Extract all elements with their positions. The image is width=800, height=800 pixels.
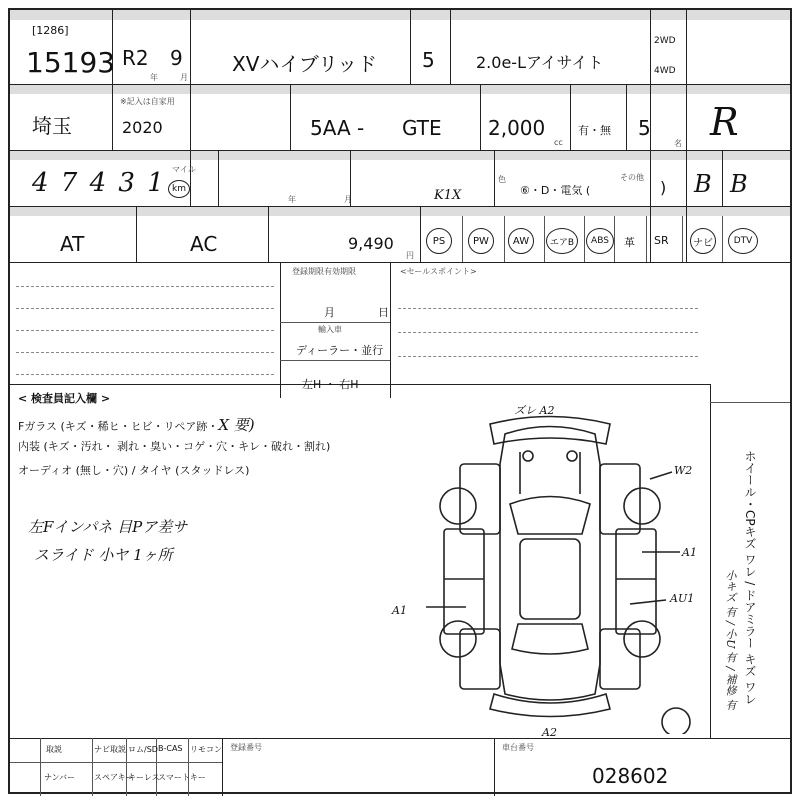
rear-bumper xyxy=(490,694,610,717)
yen-unit: 円 xyxy=(406,251,414,260)
dealer-type: ディーラー・並行 xyxy=(296,344,384,357)
first-reg-year: 2020 xyxy=(122,118,163,137)
sales-point-label: <セールスポイント> xyxy=(400,267,477,276)
equip-aw: AW xyxy=(508,228,534,254)
audio-tire-line: オーディオ (無し・穴) / タイヤ (スタッドレス) xyxy=(18,464,250,477)
wheel-rear-right xyxy=(624,621,660,657)
transmission: AT xyxy=(60,232,85,256)
label-strip xyxy=(10,206,790,216)
windshield xyxy=(510,497,590,535)
label-strip xyxy=(10,10,790,20)
left-rear-fender xyxy=(460,629,500,689)
drive-4wd: 4WD xyxy=(654,66,676,76)
damage-label-a1-left: A1 xyxy=(392,604,407,617)
roof xyxy=(520,539,580,619)
year-unit: 年 xyxy=(150,73,158,82)
equip-navi: ナビ xyxy=(690,228,716,254)
accessory-smart-key: スマートキー xyxy=(158,773,206,782)
label-strip xyxy=(10,150,790,160)
equip-dtv: DTV xyxy=(728,228,758,254)
registration-number-label: 登録番号 xyxy=(230,743,262,752)
wheel-rear-left xyxy=(440,621,476,657)
lot-number: 15193 xyxy=(26,46,116,79)
inspection-expiry-label: 登録期限有効期限 xyxy=(292,267,356,276)
accessory-manual: 取説 xyxy=(46,745,62,754)
equip-ps: PS xyxy=(426,228,452,254)
region: 埼玉 xyxy=(32,114,72,138)
equip-pw: PW xyxy=(468,228,494,254)
lot-box: [1286] xyxy=(32,24,69,37)
chassis-code: 5AA - xyxy=(310,116,365,140)
accessory-plate: ナンバー xyxy=(44,773,76,782)
expiry-day: 日 xyxy=(378,306,389,319)
era: R2 xyxy=(122,46,149,70)
mileage-unit-km: km xyxy=(168,180,190,198)
left-front-fender xyxy=(460,464,500,534)
car-diagram xyxy=(410,394,710,734)
wheel-front-right xyxy=(624,488,660,524)
color-other: その他 xyxy=(620,173,644,182)
car-body xyxy=(500,427,600,701)
right-rear-fender xyxy=(600,629,640,689)
seat-count: 5 xyxy=(638,116,651,140)
displacement: 2,000 xyxy=(488,116,546,140)
equip-sunroof: SR xyxy=(654,234,669,247)
right-doors xyxy=(616,529,656,634)
color-close: ) xyxy=(660,178,667,197)
chassis-number: 028602 xyxy=(592,764,669,788)
color-options: ⑥・D・電気 ( xyxy=(520,184,591,197)
rear-window xyxy=(512,624,588,654)
equip-airbag: エアB xyxy=(546,228,578,254)
front-bumper xyxy=(490,417,610,445)
accessory-rom-sd: ロム/SD xyxy=(128,745,158,754)
color-no: K1X xyxy=(434,188,462,203)
chassis-number-label: 車台番号 xyxy=(502,743,534,752)
wheel-front-left xyxy=(440,488,476,524)
exterior-grade: B xyxy=(730,170,748,198)
damage-label-rear: A2 xyxy=(542,726,557,739)
label-strip xyxy=(10,84,790,94)
windshield-line: Fガラス (キズ・稀ヒ・ヒビ・リペア跡・X 要) xyxy=(18,416,255,434)
import-label: 輸入車 xyxy=(318,325,342,334)
damage-label-a1-right: A1 xyxy=(682,546,697,559)
grade: 2.0e-Lアイサイト xyxy=(476,53,604,72)
spare-wheel xyxy=(662,708,690,734)
handwritten-note-2: スライド 小ヤ 1ヶ所 xyxy=(34,546,173,564)
color-label: 色 xyxy=(498,175,506,184)
month-unit: 月 xyxy=(180,73,188,82)
damage-label-au1: AU1 xyxy=(670,592,695,605)
auction-sheet xyxy=(8,8,792,794)
interior-grade: B xyxy=(694,170,712,198)
first-reg-label: ※記入は自家用 xyxy=(120,97,175,106)
side-note-hand: 小キズ 有 / 小U 有 / 補修 有 xyxy=(724,570,737,711)
damage-label-front: ズレ A2 xyxy=(514,404,555,417)
equip-abs: ABS xyxy=(586,228,614,254)
equip-leather: 革 xyxy=(624,236,635,249)
hand-mark: R xyxy=(710,100,739,144)
accessory-spare-key: スペアキー xyxy=(94,773,134,782)
side-note-wheels: ホイール・CPキズ ワレ / ドアミラー キズ ワレ xyxy=(743,450,757,705)
mileage-unit-mile: マイル xyxy=(172,165,196,174)
steering-side: 左H ・ 右H xyxy=(302,378,359,391)
accessory-keyless: キーレス xyxy=(128,773,160,782)
model-name: XVハイブリッド xyxy=(232,52,378,76)
right-front-fender xyxy=(600,464,640,534)
damage-label-w2: W2 xyxy=(674,464,693,477)
month-unit: 月 xyxy=(344,195,352,204)
recycle-fee: 9,490 xyxy=(348,234,394,253)
cc-unit: cc xyxy=(554,138,563,147)
year-unit: 年 xyxy=(288,195,296,204)
accessory-navi-manual: ナビ取説 xyxy=(94,745,126,754)
door-count: 5 xyxy=(422,48,435,72)
interior-line: 内装 (キズ・汚れ・ 剥れ・臭い・コゲ・穴・キレ・破れ・割れ) xyxy=(18,440,331,453)
expiry-month: 月 xyxy=(324,306,335,319)
air-conditioning: AC xyxy=(190,232,218,256)
chassis-suffix: GTE xyxy=(402,116,442,140)
handwritten-note-1: 左Fインパネ 目Pア差サ xyxy=(28,518,188,536)
mileage: 4 7 4 3 1 xyxy=(32,168,166,198)
left-doors xyxy=(444,529,484,634)
seat-unit: 名 xyxy=(674,139,682,148)
reg-month: 9 xyxy=(170,46,183,70)
option-toggle: 有・無 xyxy=(578,124,611,137)
accessory-remote: リモコン xyxy=(190,745,222,754)
inspector-title: < 検査員記入欄 > xyxy=(18,392,111,405)
accessory-bcas: B-CAS xyxy=(158,744,183,753)
drive-2wd: 2WD xyxy=(654,36,676,46)
